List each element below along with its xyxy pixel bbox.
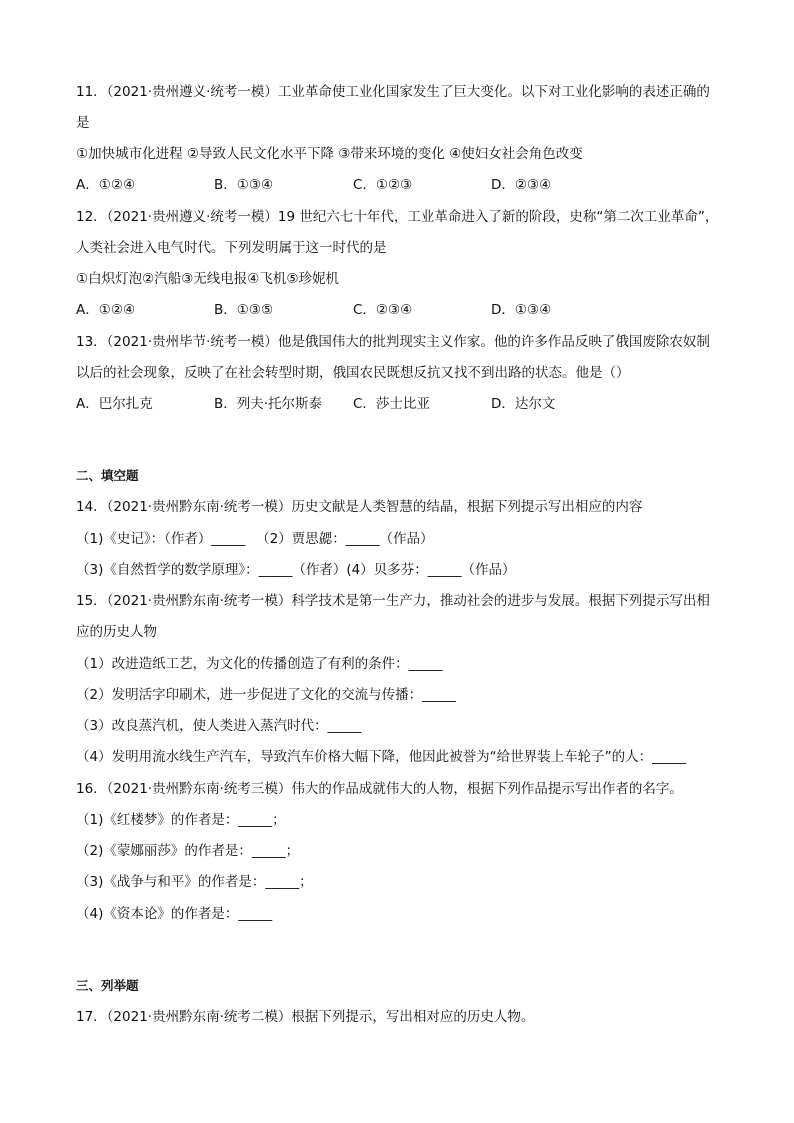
section-3-title: 三、列举题 [76,978,139,993]
q12-option-d[interactable]: D．①③④ [491,302,552,318]
q13-option-b[interactable]: B．列夫·托尔斯泰 [214,396,323,412]
q11-items: ①加快城市化进程 ②导致人民文化水平下降 ③带来环境的变化 ④使妇女社会角色改变 [76,146,583,162]
q14-line1: （1)《史记》：（作者）_____ （2）贾思勰：_____（作品） [76,531,434,547]
q16-stem: 16．（2021·贵州黔东南·统考三模）伟大的作品成就伟大的人物，根据下列作品提示写出作者的名字。 [76,781,683,797]
q16-sub1: （1)《红楼梦》的作者是：_____； [76,812,286,828]
q12-items: ①白炽灯泡②汽船③无线电报④飞机⑤珍妮机 [76,271,340,287]
q16-sub4: （4)《资本论》的作者是：_____ [76,906,273,922]
q16-sub3: （3)《战争与和平》的作者是：_____； [76,874,313,890]
q12-option-a[interactable]: A．①②④ [76,302,136,318]
q15-sub2: （2）发明活字印刷术，进一步促进了文化的交流与传播：_____ [76,687,456,703]
q12-stem-line2: 人类社会进入电气时代。下列发明属于这一时代的是 [76,240,387,256]
q17-stem: 17．（2021·贵州黔东南·统考二模）根据下列提示，写出相对应的历史人物。 [76,1009,535,1025]
q11-stem-line2: 是 [76,115,90,131]
q12-option-b[interactable]: B．①③⑤ [214,302,274,318]
q13-stem-line1: 13．（2021·贵州毕节·统考一模）他是俄国伟大的批判现实主义作家。他的许多作品反映了俄国废除农奴制 [76,334,710,350]
q11-option-c[interactable]: C．①②③ [353,177,413,193]
q16-sub2: （2)《蒙娜丽莎》的作者是：_____； [76,843,300,859]
q13-option-c[interactable]: C．莎士比亚 [353,396,430,412]
q13-stem-line2: 以后的社会现象，反映了在社会转型时期，俄国农民既想反抗又找不到出路的状态。他是（） [76,365,630,381]
q15-sub1: （1）改进造纸工艺，为文化的传播创造了有利的条件：_____ [76,656,443,672]
section-2-title: 二、填空题 [76,468,139,483]
q13-option-a[interactable]: A．巴尔扎克 [76,396,153,412]
q14-stem: 14．（2021·贵州黔东南·统考一模）历史文献是人类智慧的结晶，根据下列提示写出相应的内容 [76,499,643,515]
q15-stem-line1: 15．（2021·贵州黔东南·统考一模）科学技术是第一生产力，推动社会的进步与发展。根据下列提示写出相 [76,593,710,609]
q14-line2: （3)《自然哲学的数学原理》：_____（作者）(4）贝多芬：_____（作品） [76,562,516,578]
q13-option-d[interactable]: D．达尔文 [491,396,556,412]
q15-stem-line2: 应的历史人物 [76,624,157,640]
q11-stem-line1: 11．（2021·贵州遵义·统考一模）工业革命使工业化国家发生了巨大变化。以下对工业化影响的表述正确的 [76,84,710,100]
q12-stem-line1: 12．（2021·贵州遵义·统考一模）19 世纪六七十年代，工业革命进入了新的阶段，史称“第二次工业革命”， [76,209,719,225]
q11-option-d[interactable]: D．②③④ [491,177,552,193]
q15-sub3: （3）改良蒸汽机，使人类进入蒸汽时代：_____ [76,718,362,734]
q11-option-a[interactable]: A．①②④ [76,177,136,193]
q12-option-c[interactable]: C．②③④ [353,302,413,318]
q11-option-b[interactable]: B．①③④ [214,177,274,193]
q15-sub4: （4）发明用流水线生产汽车，导致汽车价格大幅下降，他因此被誉为“给世界装上车轮子”的人：_____ [76,749,686,765]
